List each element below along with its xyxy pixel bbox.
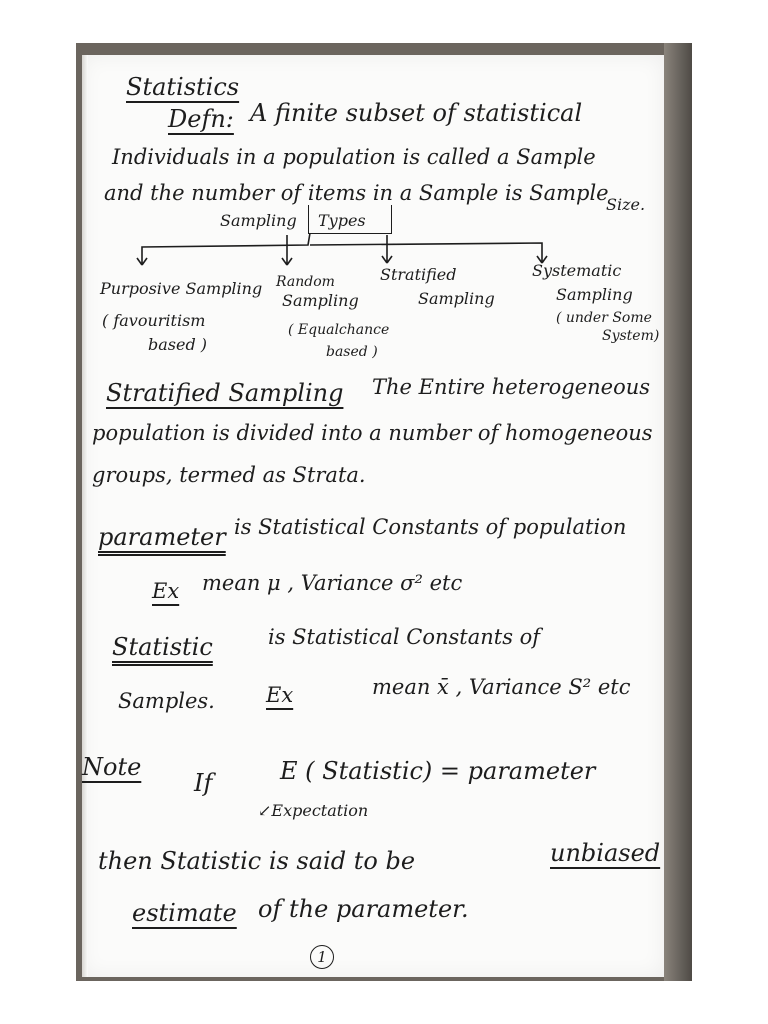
stratified-line-1: The Entire heterogeneous xyxy=(372,375,651,399)
definition-line-3: and the number of items in a Sample is Sample xyxy=(104,181,609,205)
sampling-type-3-name-2: Sampling xyxy=(418,289,495,308)
parameter-term: parameter xyxy=(98,523,226,551)
statistic-ex-label: Ex xyxy=(266,683,294,707)
page-title: Statistics xyxy=(126,73,240,101)
notebook-edge xyxy=(664,43,692,981)
note-equation: E ( Statistic) = parameter xyxy=(280,757,596,785)
definition-line-1: A finite subset of statistical xyxy=(250,99,583,127)
sampling-type-4-note: ( under Some xyxy=(556,310,652,326)
stratified-term: Stratified Sampling xyxy=(106,379,344,407)
parameter-example: mean μ , Variance σ² etc xyxy=(202,571,463,595)
unbiased-line-2: of the parameter. xyxy=(258,895,469,923)
sampling-type-1-note: ( favouritism xyxy=(102,311,206,330)
notebook-page xyxy=(82,55,664,977)
unbiased-line-1: then Statistic is said to be xyxy=(98,847,416,875)
estimate-term: estimate xyxy=(132,899,237,927)
statistic-definition: is Statistical Constants of xyxy=(268,625,541,649)
note-if: If xyxy=(194,769,213,797)
sampling-type-2-name-2: Sampling xyxy=(282,291,359,310)
unbiased-term: unbiased xyxy=(550,839,661,867)
statistic-samples-word: Samples. xyxy=(118,689,215,713)
sampling-type-2-name: Random xyxy=(276,274,335,290)
note-expectation-label: ↙Expectation xyxy=(258,801,369,820)
statistic-example: mean x̄ , Variance S² etc xyxy=(372,675,631,699)
parameter-definition: is Statistical Constants of population xyxy=(234,515,627,539)
types-label: Types xyxy=(318,211,366,230)
sampling-type-4-name-2: Sampling xyxy=(556,285,633,304)
definition-size-word: Size. xyxy=(606,195,646,214)
parameter-ex-label: Ex xyxy=(152,579,180,603)
sampling-type-4-name: Systematic xyxy=(532,261,622,280)
stratified-line-2: population is divided into a number of homogeneous xyxy=(92,421,653,445)
sampling-type-2-note: ( Equalchance xyxy=(288,322,390,338)
sampling-type-1-name: Purposive Sampling xyxy=(100,279,263,298)
page-number: 1 xyxy=(310,945,334,969)
note-label: Note xyxy=(82,753,142,781)
sampling-label: Sampling xyxy=(220,211,297,230)
stratified-line-3: groups, termed as Strata. xyxy=(92,463,366,487)
sampling-type-2-note-2: based ) xyxy=(326,344,378,360)
sampling-type-4-note-2: System) xyxy=(602,328,660,344)
definition-label: Defn: xyxy=(168,105,234,133)
sampling-type-1-note-2: based ) xyxy=(148,335,208,354)
sampling-type-3-name: Stratified xyxy=(380,265,457,284)
definition-line-2: Individuals in a population is called a Sample xyxy=(112,145,596,169)
statistic-term: Statistic xyxy=(112,633,213,661)
